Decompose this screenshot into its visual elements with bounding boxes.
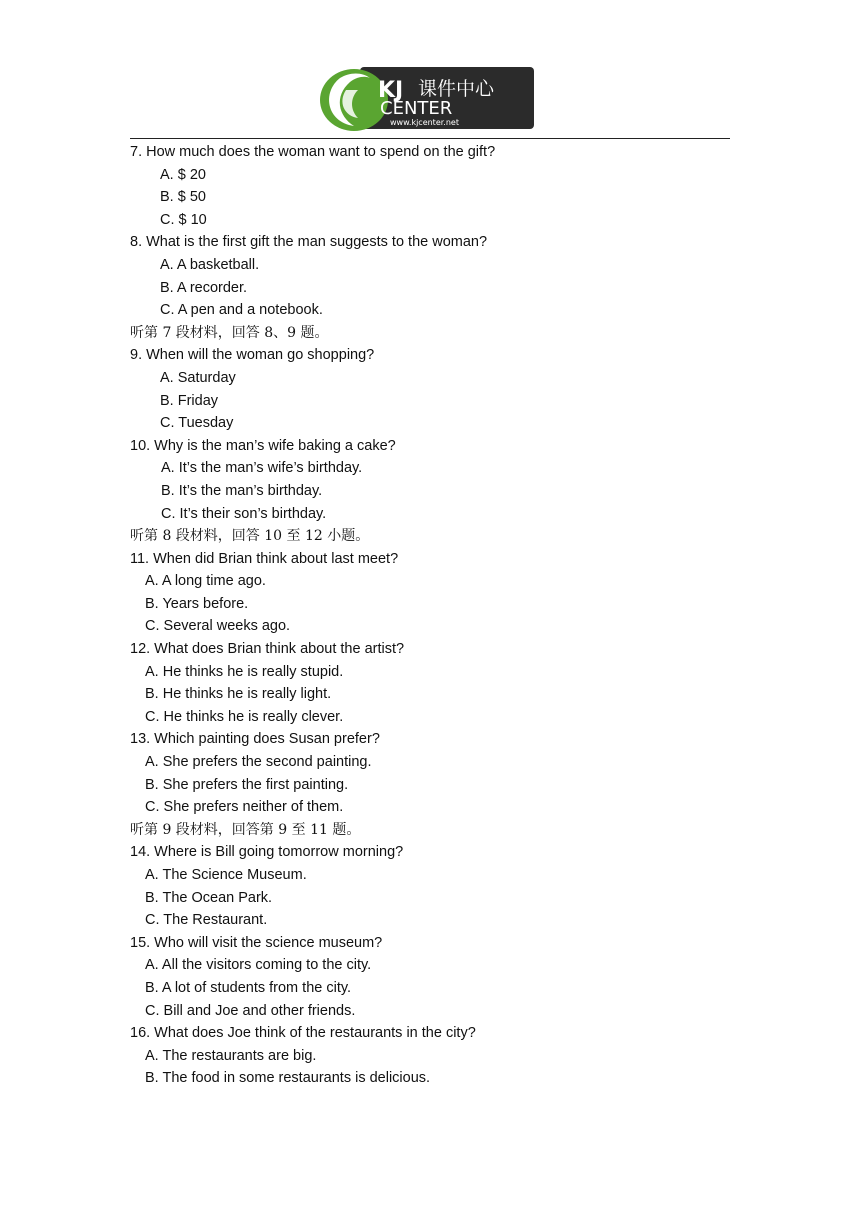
answer-option: A. The Science Museum. xyxy=(145,867,307,883)
answer-option: C. She prefers neither of them. xyxy=(145,799,344,816)
answer-option: A. A basketball. xyxy=(160,256,260,273)
answer-option: B. He thinks he is really light. xyxy=(145,686,332,703)
answer-option: C. Tuesday xyxy=(160,415,234,432)
question-text: 9. When will the woman go shopping? xyxy=(130,347,375,364)
answer-option: B. She prefers the first painting. xyxy=(145,776,349,793)
answer-option: C. A pen and a notebook. xyxy=(160,302,323,319)
section-instruction: 听第 9 段材料，回答第 9 至 11 题。 xyxy=(130,821,361,838)
question-text: 11. When did Brian think about last meet? xyxy=(130,550,399,567)
question-text: 10. Why is the man’s wife baking a cake? xyxy=(130,437,396,454)
logo-url: www.kjcenter.net xyxy=(390,118,459,127)
answer-option: B. A lot of students from the city. xyxy=(145,979,352,996)
answer-option: A. He thinks he is really stupid. xyxy=(145,663,344,680)
answer-option: C. Several weeks ago. xyxy=(145,618,291,635)
answer-option: A. The restaurants are big. xyxy=(145,1047,317,1064)
answer-option: C. It’s their son’s birthday. xyxy=(161,505,327,522)
answer-option: C. $ 10 xyxy=(160,211,207,228)
answer-option: C. Bill and Joe and other friends. xyxy=(145,1002,356,1019)
question-list xyxy=(130,141,730,1090)
kjcenter-logo xyxy=(320,64,534,132)
answer-option: B. A recorder. xyxy=(160,279,248,296)
question-text: 14. Where is Bill going tomorrow morning? xyxy=(130,844,404,861)
answer-option: A. It’s the man’s wife’s birthday. xyxy=(161,460,363,477)
answer-option: A. She prefers the second painting. xyxy=(145,754,372,771)
answer-option: B. Friday xyxy=(160,392,219,409)
question-text: 13. Which painting does Susan prefer? xyxy=(130,731,380,748)
answer-option: C. He thinks he is really clever. xyxy=(145,708,344,725)
question-text: 12. What does Brian think about the artist? xyxy=(130,641,405,658)
answer-option: A. A long time ago. xyxy=(145,573,266,590)
answer-option: C. The Restaurant. xyxy=(145,912,268,929)
logo-brand-kj: KJ xyxy=(378,78,404,103)
answer-option: B. The Ocean Park. xyxy=(145,889,273,906)
section-instruction: 听第 8 段材料，回答 10 至 12 小题。 xyxy=(130,528,370,545)
answer-option: B. $ 50 xyxy=(160,189,206,206)
kjcenter-logo-graphic xyxy=(320,64,534,132)
question-text: 7. How much does the woman want to spend on the gift? xyxy=(130,144,496,160)
answer-option: B. Years before. xyxy=(145,595,249,612)
answer-option: A. $ 20 xyxy=(160,166,206,183)
header-rule xyxy=(130,138,730,139)
logo-cn-text: 课件中心 xyxy=(418,78,495,100)
answer-option: B. The food in some restaurants is delicious. xyxy=(145,1070,431,1087)
question-text: 16. What does Joe think of the restaurants in the city? xyxy=(130,1025,476,1042)
question-text: 8. What is the first gift the man suggests to the woman? xyxy=(130,234,488,251)
answer-option: A. Saturday xyxy=(160,369,236,386)
question-text: 15. Who will visit the science museum? xyxy=(130,934,383,951)
answer-option: B. It’s the man’s birthday. xyxy=(161,482,323,499)
logo-brand-center: CENTER xyxy=(380,98,453,119)
section-instruction: 听第 7 段材料，回答 8、9 题。 xyxy=(130,324,329,341)
answer-option: A. All the visitors coming to the city. xyxy=(145,957,372,974)
